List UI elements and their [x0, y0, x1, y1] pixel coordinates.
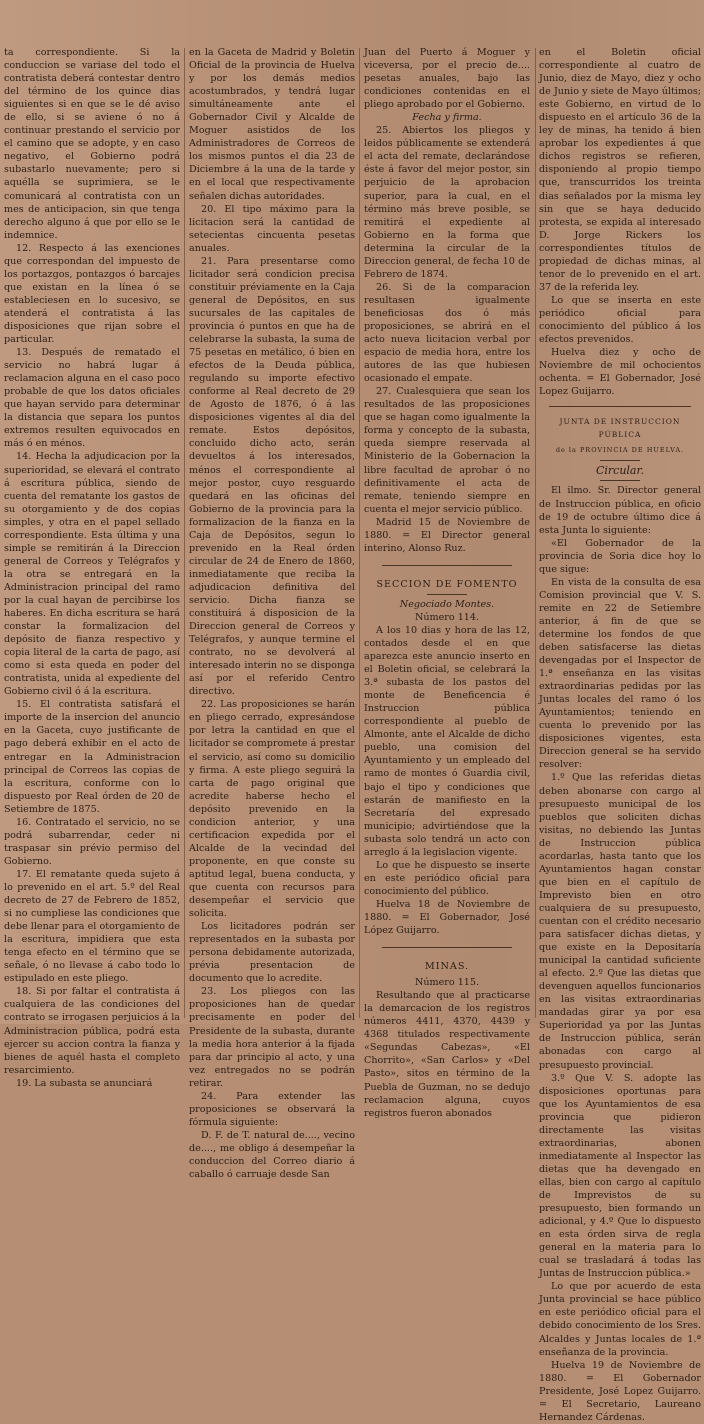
paragraph: 20. El tipo máximo para la licitacion será la cantidad de setecientas cincuenta pesetas anuales. [189, 203, 355, 254]
paragraph: 14. Hecha la adjudicacion por la superioridad, se elevará el contrato á escritura pública, siendo de cuenta del rematante los gastos de su otorgamiento y de dos copias simples, y otra en el papel sellado correspondiente. Esta última y una simple se remitirán á la Direccion general de Correos y Telégrafos y la otra se entregará en la Administracion principal del ramo por la cual hayan de percibirse los haberes. En dicha escritura se hará constar la formalizacion del depósito de fianza respectivo y copia literal de la carta de pago, así como si esta queda en poder del contratista, unida al expediente del Gobierno civil ó á la escritura. [4, 451, 180, 698]
paragraph: Huelva diez y ocho de Noviembre de mil ochocientos ochenta. = El Gobernador, José Lopez Guijarro. [539, 347, 701, 398]
paragraph: 23. Los pliegos con las proposiciones han de quedar precisamente en poder del Presidente de la subasta, durante la media hora anterior á la fijada para dar principio al acto, y una vez entregados no se podrán retirar. [189, 986, 355, 1089]
signature-line: Fecha y firma. [412, 112, 482, 124]
paragraph: Huelva 19 de Noviembre de 1880. = El Gobernador Presidente, José Lopez Guijarro. = El Secretario, Laureano Hernandez Cárdenas. [539, 1359, 701, 1423]
paragraph: 1.º Que las referidas dietas deben abonarse con cargo al presupuesto municipal de los pueblos que soliciten dichas visitas, no debiendo las Juntas de Instruccion pública acordarlas, hasta tanto que los Ayuntamientos hagan constar que bien en el capítulo de Imprevisto bien en otro cualquiera de su presupuesto, cuentan con el crédito necesario para satisfacer dichas dietas, y que existe en la Depositaría municipal la cantidad suficiente al efecto. 2.º Que las dietas que devenguen aquellos funcionarios en las visitas extraordinarias mandadas girar ya por esa Superioridad ya por las Juntas de Instruccion pública, serán abonadas con cargo al presupuesto provincial. [539, 772, 701, 1071]
paragraph: 18. Si por faltar el contratista á cualquiera de las condiciones del contrato se irrogasen perjuicios á la Administracion pública, podrá esta ejercer su accion contra la fianza y bienes de aquél hasta el completo resarcimiento. [4, 986, 180, 1076]
paragraph: Juan del Puerto á Moguer y viceversa, por el precio de.... pesetas anuales, bajo las condiciones contenidas en el pliego aprobado por el Gobierno. [364, 47, 530, 111]
paragraph: ta correspondiente. Si la conduccion se variase del todo el contratista deberá contestar dentro del término de los quince dias siguientes si en que se le dé aviso de ello, si se aviene ó no á continuar prestando el servicio por el camino que se adopte, y en caso negativo, el Gobierno podrá subastarlo nuevamente; pero si aquélla se suprimiera, se le comunicará al contratista con un mes de anticipacion, sin que tenga derecho alguno á que por ello se le indemnice. [4, 47, 180, 241]
column-divider [359, 48, 360, 1018]
divider [427, 594, 467, 595]
paragraph: 22. Las proposiciones se harán en pliego cerrado, expresándose por letra la cantidad en que el licitador se compromete á prestar el servicio, así como su domicilio y firma. A este pliego seguirá la carta de pago original que acredite haberse hecho el depósito prevenido en la condicion anterior, y una certificacion expedida por el Alcalde de la vecindad del proponente, en que conste su aptitud legal, buena conducta, y que cuenta con recursos para desempeñar el servicio que solicita. [189, 699, 355, 920]
column-divider [184, 48, 185, 1018]
paragraph: El ilmo. Sr. Director general de Instruccion pública, en oficio de 19 de octubre último dice á esta Junta lo siguiente: [539, 485, 701, 536]
paragraph: «El Gobernador de la provincia de Soria dice hoy lo que sigue: [539, 537, 701, 575]
paragraph: 21. Para presentarse como licitador será condicion precisa constituir préviamente en la Caja general de Depósitos, en sus sucursales de las capitales de provincia ó puntos en que ha de celebrarse la subasta, la suma de 75 pesetas en metálico, ó bien en efectos de la Deuda pública, regulando su importe efectivo conforme al Real decreto de 29 de Agosto de 1876, ó á las disposiciones vigentes al dia del remate. Estos depósitos, concluido dicho acto, serán devueltos á los interesados, ménos el correspondiente al mejor postor, cuyo resguardo quedará en las oficinas del Gobierno de la provincia para la formalizacion de la fianza en la Caja de Depósitos, segun lo prevenido en la Real órden circular de 24 de Enero de 1860, inmediatamente que reciba la adjudicacion definitiva del servicio. Dicha fianza se constituirá á disposicion de la Direccion general de Correos y Telégrafos, y aunque termine el contrato, no se devolverá al interesado interin no se disponga así por el referido Centro directivo. [189, 255, 355, 698]
section-rule [382, 947, 512, 948]
divider [600, 480, 640, 481]
paragraph: Lo que he dispuesto se inserte en este periódico oficial para conocimiento del público. [364, 859, 530, 897]
paragraph: 16. Contratado el servicio, no se podrá subarrendar, ceder ni traspasar sin prévio permiso del Gobierno. [4, 816, 180, 867]
paragraph: 17. El rematante queda sujeto á lo prevenido en el art. 5.º del Real decreto de 27 de Febrero de 1852, si no cumpliese las condiciones que debe llenar para el otorgamiento de la escritura, impidiera que esta tenga efecto en el término que se señale, ó no llevase á cabo todo lo estipulado en este pliego. [4, 868, 180, 985]
paragraph: Resultando que al practicarse la demarcacion de los registros números 4411, 4370, 4439 y 4368 titulados respectivamente «Segundas Cabezas», «El Chorrito», «San Carlos» y «Del Pasto», sitos en término de la Puebla de Guzman, no se dedujo reclamacion alguna, cuyos registros fueron abonados [364, 990, 530, 1119]
paragraph: 13. Después de rematado el servicio no habrá lugar á reclamacion alguna en el caso poco probable de que los datos oficiales que hayan servido para determinar la distancia que separa los puntos extremos resulten equivocados en más ó en ménos. [4, 347, 180, 450]
subsection-title: Circular. [595, 464, 645, 478]
paragraph: 24. Para extender las proposiciones se observará la fórmula siguiente: [189, 1090, 355, 1128]
paragraph: en la Gaceta de Madrid y Boletin Oficial de la provincia de Huelva y por los demás medios acostumbrados, y tendrá lugar simultáneamente ante el Gobernador Civil y Alcalde de Moguer asistidos de los Administradores de Correos de los mismos puntos el dia 23 de Diciembre á la una de la tarde y en el local que respectivamente señalen dichas autoridades. [189, 47, 355, 202]
paragraph: 15. El contratista satisfará el importe de la insercion del anuncio en la Gaceta, cuyo justificante de pago deberá exhibir en el acto de entregar en la Administracion principal de Correos las copias de la escritura, conforme con lo dispuesto por Real órden de 20 de Setiembre de 1875. [4, 699, 180, 815]
column-3 [364, 46, 530, 1119]
notice-number: Número 115. [414, 977, 480, 989]
section-subtitle: de la PROVINCIA DE HUELVA. [555, 446, 685, 455]
paragraph: en el Boletin oficial correspondiente al cuatro de Junio, diez de Mayo, diez y ocho de Junio y siete de Mayo últimos; este Gobierno, en virtud de lo dispuesto en el artículo 36 de la ley de minas, ha tenido á bien aprobar los expedientes á que dichos registros se refieren, disponiendo al propio tiempo que, transcurridos los treinta dias señalados por la misma ley sin que se haya deducido protesta, se expida al interesado D. Jorge Rickers los correspondientes títulos de propiedad de dichas minas, al tenor de lo prevenido en el art. 37 de la referida ley. [539, 47, 701, 293]
paragraph: 26. Si de la comparacion resultasen igualmente beneficiosas dos ó más proposiciones, se abrirá en el acto nueva licitacion verbal por espacio de media hora, entre los autores de las que hubiesen ocasionado el empate. [364, 281, 530, 385]
column-2 [189, 46, 355, 1181]
paragraph: 27. Cualesquiera que sean los resultados de las proposiciones que se hagan como igualmente la forma y concepto de la subasta, queda siempre reservada al Ministerio de la Gobernacion la libre facultad de aprobar ó no definitivamente el acta de remate, teniendo siempre en cuenta el mejor servicio público. [364, 386, 530, 515]
divider [600, 460, 640, 461]
column-4 [539, 46, 701, 1423]
column-1 [4, 46, 180, 1089]
paragraph: 3.º Que V. S. adopte las disposiciones oportunas para que los Ayuntamientos de esa provincia que pidieron directamente las visitas extraordinarias, abonen inmediatamente al Inspector las dietas que ha devengado en ellas, bien con cargo al capítulo de Imprevistos de su presupuesto, bien formando un adicional, y 4.º Que lo dispuesto en esta órden sirva de regla general en la materia para lo cual se trasladará á todas las Juntas de Instruccion pública.» [539, 1072, 701, 1280]
section-title: MINAS. [424, 961, 470, 973]
paragraph: D. F. de T. natural de...., vecino de...., me obligo á desempeñar la conduccion del Correo diario á caballo ó carruaje desde San [189, 1129, 355, 1181]
section-title: SECCION DE FOMENTO [376, 578, 518, 590]
paragraph: A los 10 dias y hora de las 12, contados desde el en que aparezca este anuncio inserto en el Boletin oficial, se celebrará la 3.ª subasta de los pastos del monte de Beneficencia é Instruccion pública correspondiente al pueblo de Almonte, ante el Alcalde de dicho pueblo, una comision del Ayuntamiento y un empleado del ramo de montes ó Guardia civil, bajo el tipo y condiciones que estarán de manifiesto en la Secretaría del expresado municipio; advirtiéndose que la subasta solo tendrá un acto con arreglo á la legislacion vigente. [364, 624, 530, 858]
paragraph: 25. Abiertos los pliegos y leidos públicamente se extenderá el acta del remate, declarándose éste á favor del mejor postor, sin perjuicio de la aprobacion superior, para la cual, en el término más breve posible, se remitirá el expediente al Gobierno en la forma que determina la circular de la Direccion general, de fecha 10 de Febrero de 1874. [364, 125, 530, 280]
subsection-title: Negociado Montes. [399, 598, 495, 610]
paragraph: 12. Respecto á las exenciones que correspondan del impuesto de los portazgos, pontazgos ó barcajes que existan en la línea ó se estableciesen en lo sucesivo, se atenderá el contratista á las disposiciones que rijan sobre el particular. [4, 242, 180, 346]
notice-number: Número 114. [414, 611, 480, 623]
section-rule [549, 406, 691, 407]
paragraph: 19. La subasta se anunciará [16, 1077, 153, 1089]
paragraph: Huelva 18 de Noviembre de 1880. = El Gobernador, José López Guijarro. [364, 898, 530, 937]
section-title: JUNTA DE INSTRUCCION PÚBLICA [559, 417, 681, 440]
section-rule [382, 565, 512, 566]
paragraph: En vista de la consulta de esa Comision provincial que V. S. remite en 22 de Setiembre anterior, á fin de que se determine los fondos de que deben satisfacerse las dietas devengadas por el Inspector de 1.ª enseñanza en las visitas extraordinarias pedidas por las Juntas locales del ramo ó los Ayuntamientos; teniendo en cuenta lo prevenido por las disposiciones vigentes, esta Direccion general se ha servido resolver: [539, 576, 701, 771]
paragraph: Lo que por acuerdo de esta Junta provincial se hace público en este periódico oficial para el debido conocimiento de los Sres. Alcaldes y Juntas locales de 1.ª enseñanza de la provincia. [539, 1281, 701, 1358]
paragraph: Madrid 15 de Noviembre de 1880. = El Director general interino, Alonso Ruz. [364, 516, 530, 554]
paragraph: Los licitadores podrán ser representados en la subasta por persona debidamente autorizada, prévia presentacion de documento que lo acredite. [189, 921, 355, 985]
paragraph: Lo que se inserta en este periódico oficial para conocimiento del público á los efectos prevenidos. [539, 294, 701, 346]
column-divider [535, 48, 536, 1018]
